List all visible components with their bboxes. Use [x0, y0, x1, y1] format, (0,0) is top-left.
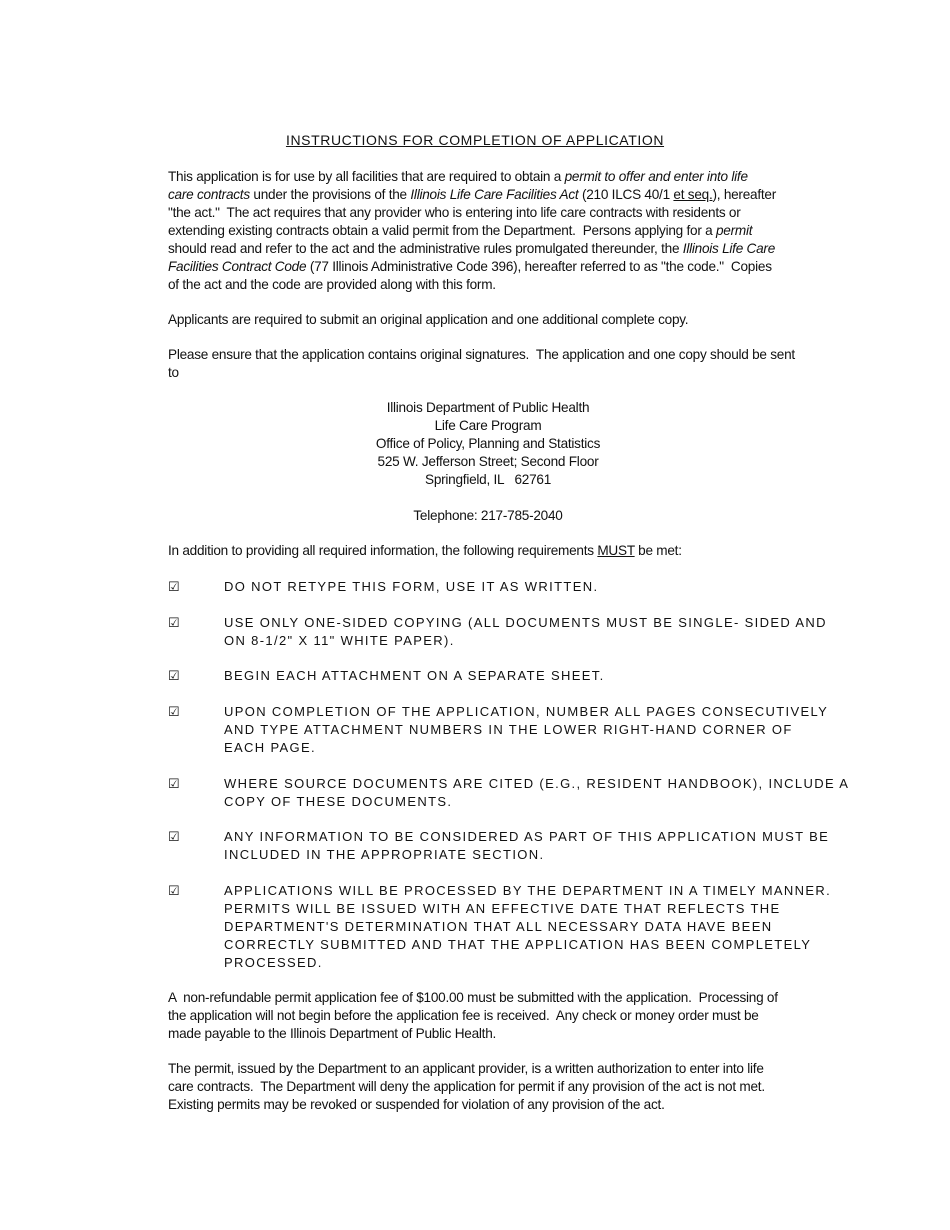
text: "the act." The act requires that any provider who is entering into life care contracts with residents or — [168, 205, 741, 220]
checked-box-icon: ☑ — [168, 704, 180, 719]
intro-paragraph — [168, 168, 848, 294]
text: A non-refundable permit application fee of $100.00 must be submitted with the application. Processing of — [168, 990, 778, 1005]
text-line — [168, 399, 808, 417]
requirement-text — [224, 667, 605, 685]
text-line — [168, 989, 848, 1007]
text-line: ON 8-1/2" X 11" WHITE PAPER). — [224, 633, 455, 648]
text-line: COPY OF THESE DOCUMENTS. — [224, 794, 453, 809]
text-line: UPON COMPLETION OF THE APPLICATION, NUMBER ALL PAGES CONSECUTIVELY — [224, 704, 829, 719]
text: extending existing contracts obtain a valid permit from the Department. Persons applying for a — [168, 223, 716, 238]
text-line: PROCESSED. — [224, 955, 323, 970]
text-line — [168, 311, 848, 329]
checked-box-icon: ☑ — [168, 579, 180, 594]
checked-box-icon: ☑ — [168, 829, 180, 844]
text-line — [168, 507, 808, 525]
text-line — [168, 1025, 848, 1043]
text: should read and refer to the act and the administrative rules promulgated thereunder, the — [168, 241, 683, 256]
text: 525 W. Jefferson Street; Second Floor — [377, 454, 599, 469]
requirement-text — [224, 828, 829, 864]
text-line — [168, 204, 848, 222]
text-line — [168, 1096, 848, 1114]
text-line: EACH PAGE. — [224, 740, 317, 755]
text-line: AND TYPE ATTACHMENT NUMBERS IN THE LOWER RIGHT-HAND CORNER OF — [224, 722, 793, 737]
page-title: INSTRUCTIONS FOR COMPLETION OF APPLICATION — [285, 132, 665, 148]
text: The permit, issued by the Department to an applicant provider, is a written authorization to enter into life — [168, 1061, 764, 1076]
text-line — [168, 240, 848, 258]
italic-text: Illinois Life Care Facilities Act — [410, 187, 579, 202]
italic-text: Illinois Life Care — [682, 241, 776, 256]
text-line — [168, 1060, 848, 1078]
text: In addition to providing all required information, the following requirements — [168, 543, 598, 558]
text-line: DO NOT RETYPE THIS FORM, USE IT AS WRITTEN. — [224, 579, 599, 594]
text: care contracts. The Department will deny the application for permit if any provision of the act is not met. — [168, 1079, 765, 1094]
text: Springfield, IL 62761 — [425, 472, 551, 487]
text-line — [168, 471, 808, 489]
text: Existing permits may be revoked or suspended for violation of any provision of the act. — [168, 1097, 665, 1112]
text-line: WHERE SOURCE DOCUMENTS ARE CITED (E.G., RESIDENT HANDBOOK), INCLUDE A — [224, 776, 850, 791]
text: under the provisions of the — [249, 187, 411, 202]
text-line — [168, 542, 848, 560]
text-line: DEPARTMENT'S DETERMINATION THAT ALL NECESSARY DATA HAVE BEEN — [224, 919, 773, 934]
text-line: APPLICATIONS WILL BE PROCESSED BY THE DEPARTMENT IN A TIMELY MANNER. — [224, 883, 832, 898]
text-line: INCLUDED IN THE APPROPRIATE SECTION. — [224, 847, 545, 862]
text-line: USE ONLY ONE-SIDED COPYING (ALL DOCUMENTS MUST BE SINGLE- SIDED AND — [224, 615, 827, 630]
text-line: CORRECTLY SUBMITTED AND THAT THE APPLICATION HAS BEEN COMPLETELY — [224, 937, 812, 952]
copies-paragraph — [168, 311, 848, 329]
text-line — [168, 1007, 848, 1025]
italic-text: permit — [716, 223, 753, 238]
text: (77 Illinois Administrative Code 396), hereafter referred to as "the code." Copies — [306, 259, 772, 274]
checked-box-icon: ☑ — [168, 883, 180, 898]
text: This application is for use by all facilities that are required to obtain a — [168, 169, 565, 184]
underlined-text: MUST — [597, 543, 635, 558]
text: Telephone: 217-785-2040 — [413, 508, 563, 523]
telephone — [168, 507, 808, 525]
text: made payable to the Illinois Department of Public Health. — [168, 1026, 497, 1041]
text-line — [168, 453, 808, 471]
text-line — [168, 1078, 848, 1096]
text: Life Care Program — [434, 418, 542, 433]
text: Applicants are required to submit an original application and one additional complete copy. — [168, 312, 689, 327]
text-line — [168, 276, 848, 294]
text: (210 ILCS 40/1 — [578, 187, 674, 202]
italic-text: care contracts — [168, 187, 250, 202]
text-line — [168, 222, 848, 240]
text: the application will not begin before the application fee is received. Any check or money order must be — [168, 1008, 759, 1023]
text: of the act and the code are provided along with this form. — [168, 277, 496, 292]
mailing-address — [168, 399, 808, 489]
signatures-paragraph — [168, 346, 848, 382]
text-line: BEGIN EACH ATTACHMENT ON A SEPARATE SHEET. — [224, 668, 605, 683]
italic-text: Facilities Contract Code — [168, 259, 307, 274]
checked-box-icon: ☑ — [168, 668, 180, 683]
requirement-text — [224, 578, 598, 596]
requirement-text — [224, 703, 828, 757]
underlined-text: et seq. — [673, 187, 713, 202]
requirements-intro — [168, 542, 848, 560]
text: to — [168, 365, 179, 380]
text-line: ANY INFORMATION TO BE CONSIDERED AS PART OF THIS APPLICATION MUST BE — [224, 829, 830, 844]
text-line — [168, 417, 808, 435]
text: Office of Policy, Planning and Statistics — [375, 436, 601, 451]
text-line — [168, 346, 848, 364]
text-line — [168, 258, 848, 276]
text: ), hereafter — [712, 187, 776, 202]
text-line — [168, 168, 848, 186]
requirement-text — [224, 614, 827, 650]
text: Illinois Department of Public Health — [386, 400, 590, 415]
checked-box-icon: ☑ — [168, 615, 180, 630]
text-line: PERMITS WILL BE ISSUED WITH AN EFFECTIVE DATE THAT REFLECTS THE — [224, 901, 781, 916]
italic-text: permit to offer and enter into life — [564, 169, 748, 184]
text: be met: — [634, 543, 682, 558]
text: Please ensure that the application contains original signatures. The application and one copy should be sent — [168, 347, 795, 362]
text-line — [168, 435, 808, 453]
text-line — [168, 186, 848, 204]
permit-paragraph — [168, 1060, 848, 1114]
requirement-text — [224, 775, 849, 811]
fee-paragraph — [168, 989, 848, 1043]
text-line — [168, 364, 848, 382]
requirement-text — [224, 882, 831, 972]
checked-box-icon: ☑ — [168, 776, 180, 791]
